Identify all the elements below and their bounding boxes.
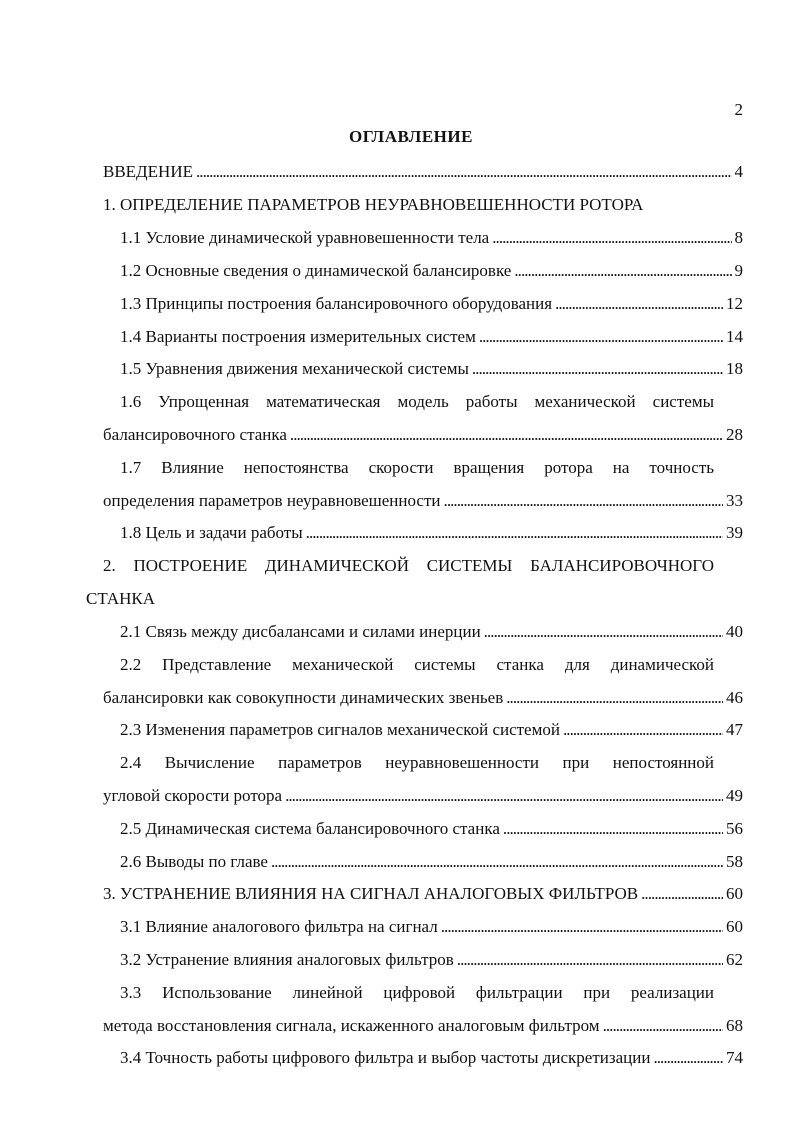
- toc-entry-page: 49: [726, 786, 743, 805]
- toc-entry-2-2[interactable]: [103, 687, 743, 709]
- dot-leader: [444, 490, 723, 512]
- dot-leader: [503, 818, 723, 840]
- toc-entry-page: 33: [726, 491, 743, 510]
- page-number: 2: [734, 100, 743, 119]
- toc-entry-3-3[interactable]: [103, 1015, 743, 1037]
- toc-entry-label: 1.8 Цель и задачи работы: [120, 523, 303, 542]
- toc-entry-label: определения параметров неуравновешенности: [103, 491, 441, 510]
- dot-leader: [653, 1047, 723, 1069]
- toc-entry-label: 3.1 Влияние аналогового фильтра на сигнал: [120, 917, 438, 936]
- dot-leader: [514, 260, 731, 282]
- toc-entry-label: 2.3 Изменения параметров сигналов механической системой: [120, 720, 560, 739]
- dot-leader: [506, 687, 723, 709]
- toc-entry-2-5[interactable]: [120, 818, 743, 840]
- toc-entry-page: 8: [734, 228, 743, 247]
- dot-leader: [555, 293, 723, 315]
- toc-entry-1-6[interactable]: [103, 424, 743, 446]
- toc-entry-label: 3.4 Точность работы цифрового фильтра и выбор частоты дискретизации: [120, 1048, 651, 1067]
- toc-entry-page: 46: [726, 688, 743, 707]
- toc-entry-1-8[interactable]: [120, 522, 743, 544]
- dot-leader: [472, 358, 723, 380]
- toc-entry-1-2[interactable]: [120, 260, 743, 282]
- toc-entry-2-6[interactable]: [120, 851, 743, 873]
- dot-leader: [441, 916, 723, 938]
- toc-entry-page: 40: [726, 622, 743, 641]
- dot-leader: [285, 785, 723, 807]
- toc-entry-label: 3.2 Устранение влияния аналоговых фильтров: [120, 950, 454, 969]
- toc-entry-1-1[interactable]: [120, 227, 743, 249]
- toc-entry-label: 1.4 Варианты построения измерительных систем: [120, 327, 476, 346]
- toc-entry-label: угловой скорости ротора: [103, 786, 283, 805]
- toc-entry-page: 74: [726, 1048, 743, 1067]
- dot-leader: [641, 883, 723, 905]
- toc-entry-page: 12: [726, 294, 743, 313]
- toc-entry-label: 1.2 Основные сведения о динамической балансировке: [120, 261, 512, 280]
- toc-entry-2-4[interactable]: [103, 785, 743, 807]
- toc-entry-label: 2.6 Выводы по главе: [120, 852, 268, 871]
- toc-entry-1-7-line1[interactable]: 1.7 Влияние непостоянства скорости вращения ротора на точность: [120, 458, 714, 477]
- toc-chapter-1[interactable]: 1. ОПРЕДЕЛЕНИЕ ПАРАМЕТРОВ НЕУРАВНОВЕШЕННОСТИ РОТОРА: [103, 195, 644, 214]
- toc-entry-page: 47: [726, 720, 743, 739]
- toc-entry-intro[interactable]: [103, 161, 743, 183]
- toc-entry-3-2[interactable]: [120, 949, 743, 971]
- toc-entry-page: 60: [726, 884, 743, 903]
- toc-entry-label: балансировки как совокупности динамических звеньев: [103, 688, 504, 707]
- toc-entry-page: 62: [726, 950, 743, 969]
- toc-entry-label: 1.5 Уравнения движения механической системы: [120, 359, 469, 378]
- toc-entry-page: 68: [726, 1016, 743, 1035]
- dot-leader: [306, 522, 723, 544]
- toc-entry-2-3[interactable]: [120, 719, 743, 741]
- toc-entry-3-4[interactable]: [120, 1047, 743, 1069]
- toc-entry-2-1[interactable]: [120, 621, 743, 643]
- toc-entry-1-5[interactable]: [120, 358, 743, 380]
- toc-entry-label: 1.1 Условие динамической уравновешенности тела: [120, 228, 490, 247]
- dot-leader: [603, 1015, 723, 1037]
- dot-leader: [492, 227, 731, 249]
- toc-entry-3-1[interactable]: [120, 916, 743, 938]
- toc-entry-2-2-line1[interactable]: 2.2 Представление механической системы станка для динамической: [120, 655, 714, 674]
- toc-chapter-3[interactable]: [103, 883, 743, 905]
- toc-entry-label: метода восстановления сигнала, искаженного аналоговым фильтром: [103, 1016, 600, 1035]
- toc-entry-label: балансировочного станка: [103, 425, 287, 444]
- toc-entry-3-3-line1[interactable]: 3.3 Использование линейной цифровой фильтрации при реализации: [120, 983, 714, 1002]
- toc-entry-page: 9: [734, 261, 743, 280]
- toc-entry-page: 28: [726, 425, 743, 444]
- dot-leader: [457, 949, 723, 971]
- toc-chapter-2-line1[interactable]: 2. ПОСТРОЕНИЕ ДИНАМИЧЕСКОЙ СИСТЕМЫ БАЛАНСИРОВОЧНОГО: [103, 556, 714, 575]
- dot-leader: [290, 424, 723, 446]
- toc-entry-page: 39: [726, 523, 743, 542]
- toc-entry-page: 14: [726, 327, 743, 346]
- page-title: ОГЛАВЛЕНИЕ: [349, 127, 473, 146]
- toc-entry-label: 2.5 Динамическая система балансировочного станка: [120, 819, 500, 838]
- toc-entry-page: 60: [726, 917, 743, 936]
- toc-entry-label: 1.3 Принципы построения балансировочного оборудования: [120, 294, 553, 313]
- dot-leader: [271, 851, 723, 873]
- toc-entry-page: 58: [726, 852, 743, 871]
- toc-entry-1-6-line1[interactable]: 1.6 Упрощенная математическая модель работы механической системы: [120, 392, 714, 411]
- toc-entry-page: 56: [726, 819, 743, 838]
- dot-leader: [479, 326, 723, 348]
- toc-entry-label: 3. УСТРАНЕНИЕ ВЛИЯНИЯ НА СИГНАЛ АНАЛОГОВЫХ ФИЛЬТРОВ: [103, 884, 639, 903]
- toc-entry-page: 18: [726, 359, 743, 378]
- toc-entry-label: ВВЕДЕНИЕ: [103, 162, 193, 181]
- dot-leader: [563, 719, 723, 741]
- toc-entry-1-4[interactable]: [120, 326, 743, 348]
- toc-entry-1-3[interactable]: [120, 293, 743, 315]
- dot-leader: [196, 161, 732, 183]
- toc-entry-2-4-line1[interactable]: 2.4 Вычисление параметров неуравновешенности при непостоянной: [120, 753, 714, 772]
- toc-entry-page: 4: [734, 162, 743, 181]
- toc-entry-label: 2.1 Связь между дисбалансами и силами инерции: [120, 622, 481, 641]
- toc-chapter-2-line2[interactable]: СТАНКА: [86, 589, 156, 608]
- dot-leader: [484, 621, 723, 643]
- toc-entry-1-7[interactable]: [103, 490, 743, 512]
